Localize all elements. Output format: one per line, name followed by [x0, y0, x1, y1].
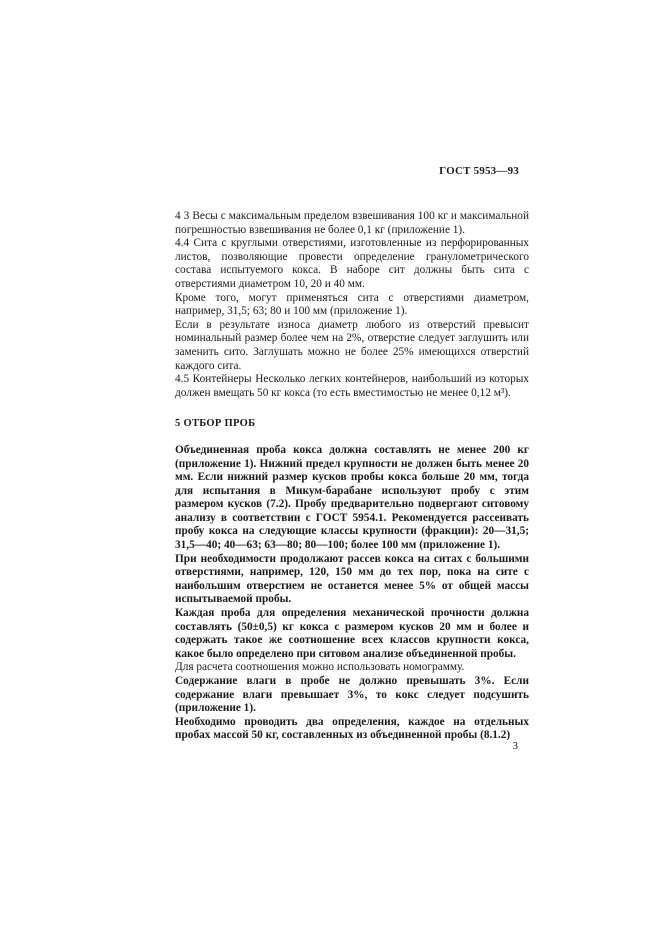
paragraph-additional-sieves: Кроме того, могут применяться сита с отверстиями диаметром, например, 31,5; 63; 80 и 100 мм (приложение 1).	[175, 291, 529, 318]
paragraph-4-3-scales: 4 3 Весы с максимальным пределом взвешивания 100 кг и максимальной погрешностью взвешивания не более 0,1 кг (приложение 1).	[175, 210, 529, 236]
paragraph-each-sample: Каждая проба для определения механической прочности должна составлять (50±0,5) кг кокса с размером кусков 20 мм и более и содержать такое же соотношение всех классов крупности кокса, какое было определено при ситовом анализе объединенной пробы.	[175, 607, 529, 660]
page-number: 3	[512, 740, 518, 752]
paragraph-sieve-wear: Если в результате износа диаметр любого из отверстий превысит номинальный размер более чем на 2%, отверстие следует заглушить или заменить сито. Заглушать можно не более 25% имеющихся отверстий каждого сита.	[175, 318, 529, 372]
document-body	[175, 210, 529, 743]
paragraph-nomogram: Для расчета соотношения можно использовать номограмму.	[175, 661, 465, 674]
paragraph-moisture: Содержание влаги в пробе не должно превышать 3%. Если содержание влаги превышает 3%, то кокс следует подсушить (приложение 1).	[175, 675, 529, 715]
section-title-sampling: 5 ОТБОР ПРОБ	[175, 418, 256, 430]
paragraph-4-4-sieves: 4.4 Сита с круглыми отверстиями, изготовленные из перфорированных листов, позволяющие провести определение гранулометрического состава испытуемого кокса. В наборе сит должны быть сита с отверстиями диаметром 10, 20 и 40 мм.	[175, 237, 529, 290]
paragraph-4-5-containers: 4.5 Контейнеры Несколько легких контейнеров, наибольший из которых должен вмещать 50 кг кокса (то есть вместимостью не менее 0,12 м³).	[175, 373, 529, 399]
paragraph-additional-screening: При необходимости продолжают рассев кокса на ситах с большими отверстиями, например, 120, 150 мм до тех пор, пока на сите с наибольшим отверстием не останется менее 5% от общей массы испытываемой пробы.	[175, 552, 529, 606]
paragraph-combined-sample: Объединенная проба кокса должна составлять не менее 200 кг (приложение 1). Нижний предел крупности не должен быть менее 20 мм. Если нижний размер кусков пробы кокса больше 20 мм, тогда для испытания в Микум-барабане используют пробу с этим размером кусков (7.2). Пробу предварительно подвергают ситовому анализу в соответствии с ГОСТ 5954.1. Рекомендуется рассеивать пробу кокса на следующие классы крупности (фракции): 20—31,5; 31,5—40; 40—63; 63—80; 80—100; более 100 мм (приложение 1).	[175, 443, 529, 552]
standard-code-header: ГОСТ 5953—93	[439, 165, 519, 177]
paragraph-two-determinations: Необходимо проводить два определения, каждое на отдельных пробах массой 50 кг, составленных из объединенной пробы (8.1.2)	[175, 715, 529, 742]
